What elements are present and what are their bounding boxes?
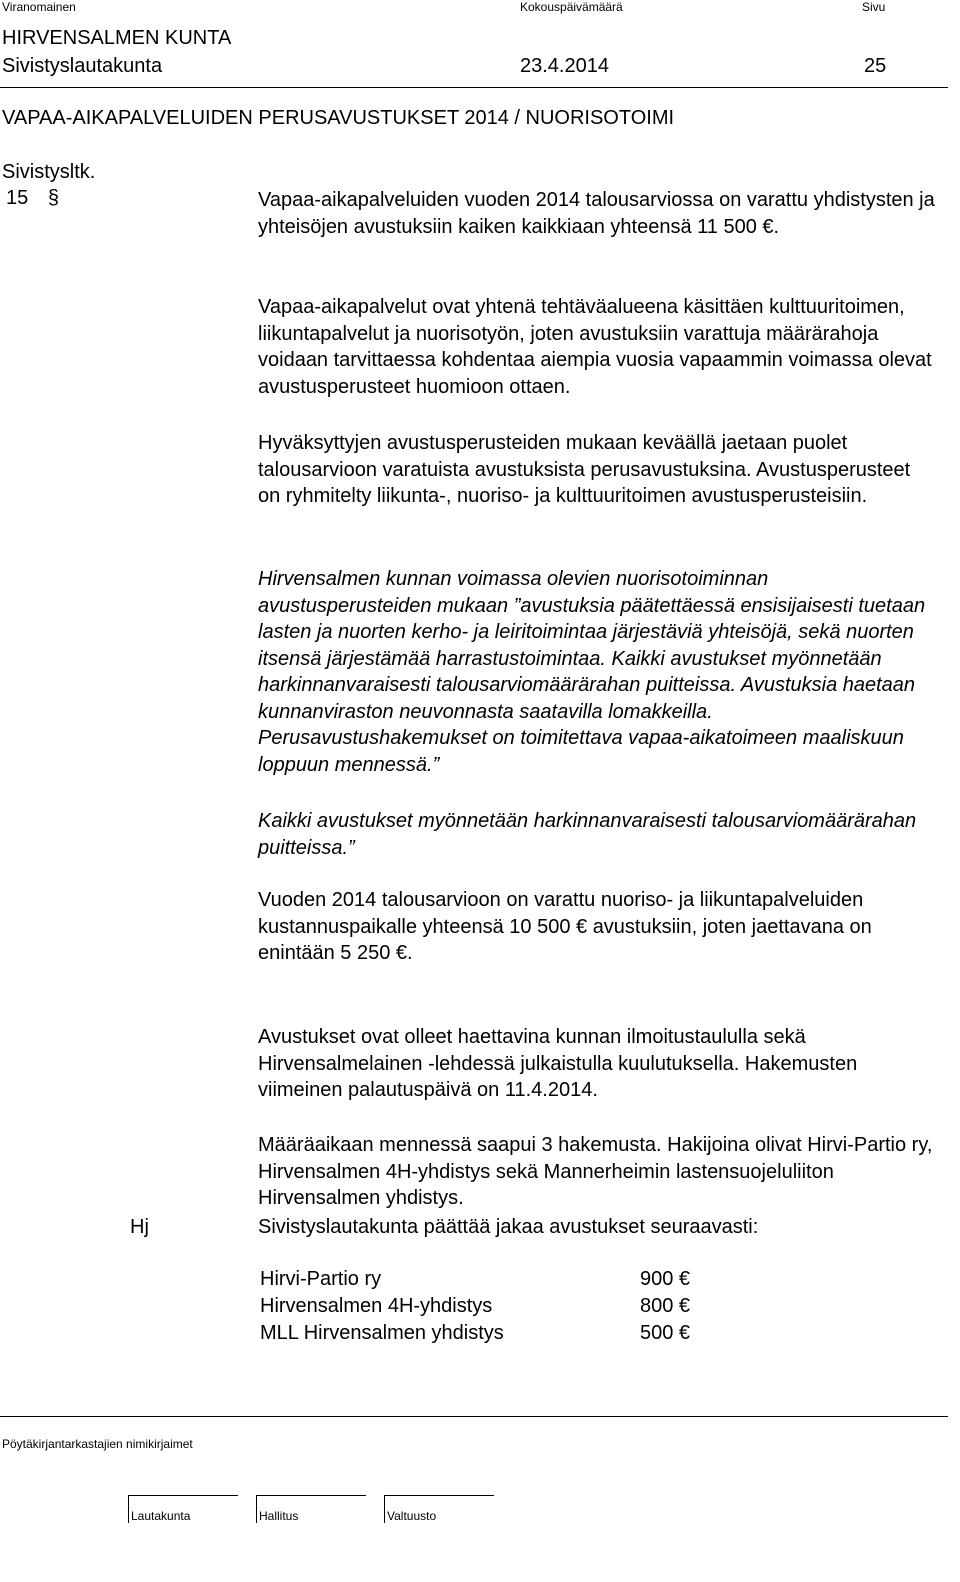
paragraph-application-period: Avustukset ovat olleet haettavina kunnan ilmoitustaululla sekä Hirvensalmelainen -lehdessä julkaistulla kuulutuksella. Hakemusten viimeinen palautuspäivä on 11.4.2014. [258, 1026, 858, 1101]
municipality-name: HIRVENSALMEN KUNTA [2, 27, 232, 49]
section-number [6, 187, 59, 210]
allocation-name: Hirvensalmen 4H-yhdistys [260, 1295, 493, 1317]
paragraph-quote-2: Kaikki avustukset myönnetään harkinnanvaraisesti talousarviomäärärahan puitteissa.” [258, 810, 917, 859]
proposal-text: Sivistyslautakunta päättää jakaa avustukset seuraavasti: [258, 1216, 759, 1238]
allocation-amount: 500 € [640, 1322, 691, 1344]
paragraph-2: Vapaa-aikapalvelut ovat yhtenä tehtäväalueena käsittäen kulttuuritoimen, liikuntapalvelut ja nuorisotyön, joten avustuksiin varattuja määrärahoja voidaan tarvittaessa kohdentaa aiempia vuosia vapaammin voimassa olevat avustusperusteet huomioon ottaen. [258, 296, 932, 398]
signature-box-divider [256, 1495, 257, 1523]
signature-box-divider [128, 1495, 129, 1523]
header-label-authority: Viranomainen [2, 0, 76, 14]
header-label-page: Sivu [862, 0, 886, 14]
paragraph-3: Hyväksyttyjen avustusperusteiden mukaan keväällä jaetaan puolet talousarvioon varatuista avustuksista perusavustuksina. Avustusperusteet on ryhmitelty liikunta-, nuoriso- ja kulttuuritoimen avustusperusteisiin. [258, 432, 911, 507]
paragraph-1: Vapaa-aikapalveluiden vuoden 2014 talousarviossa on varattu yhdistysten ja yhteisöjen avustuksiin kaiken kaikkiaan yhteensä 11 500 €. [258, 189, 935, 238]
paragraph-budget: Vuoden 2014 talousarvioon on varattu nuoriso- ja liikuntapalveluiden kustannuspaikalle yhteensä 10 500 € avustuksiin, joten jaettavana on enintään 5 250 €. [258, 889, 872, 964]
document-title: VAPAA-AIKAPALVELUIDEN PERUSAVUSTUKSET 2014 / NUORISOTOIMI [2, 107, 675, 129]
authority-name: Sivistyslautakunta [2, 55, 163, 77]
section-sign-icon: § [47, 187, 59, 209]
allocation-row [260, 1322, 720, 1345]
paragraph-applicants: Määräaikaan mennessä saapui 3 hakemusta. Hakijoina olivat Hirvi-Partio ry, Hirvensalmen 4H-yhdistys sekä Mannerheimin lastensuojeluliiton Hirvensalmen yhdistys. [258, 1134, 933, 1209]
body-label: Sivistysltk. [2, 161, 96, 183]
footer-label-council: Valtuusto [387, 1509, 437, 1523]
signature-box-divider [384, 1495, 385, 1523]
signature-box-line [256, 1495, 366, 1496]
section-number-value: 15 [6, 187, 29, 209]
signatures-label: Pöytäkirjantarkastajien nimikirjaimet [2, 1437, 193, 1451]
header-rule [0, 87, 948, 88]
page-number: 25 [864, 55, 887, 77]
allocation-row [260, 1295, 720, 1318]
allocation-name: MLL Hirvensalmen yhdistys [260, 1322, 504, 1344]
signature-box-line [384, 1495, 494, 1496]
footer-label-executive: Hallitus [259, 1509, 299, 1523]
meeting-date: 23.4.2014 [520, 55, 609, 77]
footer-rule [0, 1416, 948, 1417]
allocation-row [260, 1268, 720, 1291]
allocation-amount: 900 € [640, 1268, 691, 1290]
allocation-amount: 800 € [640, 1295, 691, 1317]
signature-box-line [128, 1495, 238, 1496]
proposal-label: Hj [130, 1216, 149, 1238]
paragraph-quote: Hirvensalmen kunnan voimassa olevien nuorisotoiminnan avustusperusteiden mukaan ”avustuksia päätettäessä ensisijaisesti tuetaan lasten ja nuorten kerho- ja leiritoimintaa järjestäviä yhteisöjä, sekä nuorten itsensä järjestämää harrastustoimintaa. Kaikki avustukset myönnetään harkinnanvaraisesti talousarviomäärärahan puitteissa. Avustuksia haetaan kunnanviraston neuvonnasta saatavilla lomakkeilla. Perusavustushakemukset on toimitettava vapaa-aikatoimeen maaliskuun loppuun mennessä.” [258, 568, 926, 776]
footer-label-board: Lautakunta [131, 1509, 191, 1523]
allocation-name: Hirvi-Partio ry [260, 1268, 382, 1290]
header-label-meeting-date: Kokouspäivämäärä [520, 0, 623, 14]
